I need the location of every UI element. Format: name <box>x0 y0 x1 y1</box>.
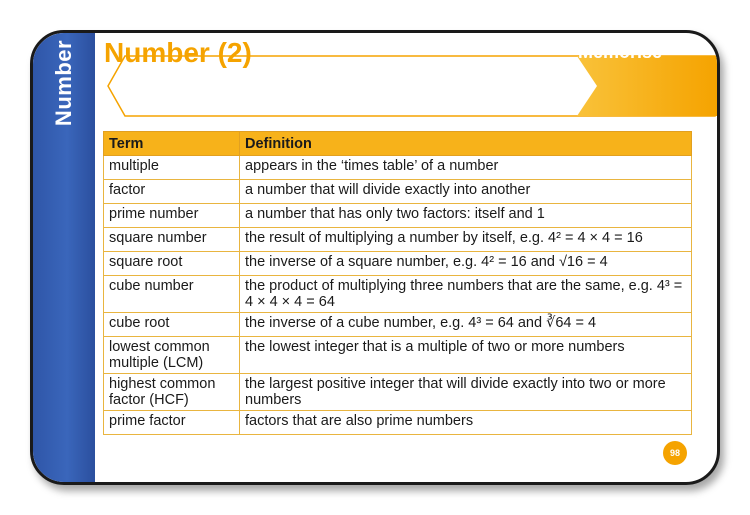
page-number-badge: 98 <box>663 441 687 465</box>
definition-cell: factors that are also prime numbers <box>240 411 692 435</box>
term-cell: factor <box>104 180 240 204</box>
table-row <box>104 276 692 313</box>
memorise-badge: Memorise <box>577 42 663 62</box>
side-band-label: Number <box>51 39 76 127</box>
table-row <box>104 180 692 204</box>
table-row <box>104 313 692 337</box>
term-cell: lowest common multiple (LCM) <box>104 337 240 374</box>
definition-cell: the result of multiplying a number by itself, e.g. 4² = 4 × 4 = 16 <box>240 228 692 252</box>
header-term: Term <box>104 132 240 156</box>
definition-cell: a number that will divide exactly into another <box>240 180 692 204</box>
term-cell: cube root <box>104 313 240 337</box>
term-cell: multiple <box>104 156 240 180</box>
table-row <box>104 374 692 411</box>
table-row <box>104 252 692 276</box>
table-row <box>104 411 692 435</box>
definition-cell: the lowest integer that is a multiple of two or more numbers <box>240 337 692 374</box>
table-row <box>104 228 692 252</box>
term-cell: cube number <box>104 276 240 313</box>
table-row <box>104 337 692 374</box>
terms-table <box>103 131 692 435</box>
term-cell: square number <box>104 228 240 252</box>
table-header-row <box>104 132 692 156</box>
table-row <box>104 156 692 180</box>
page-title: Number (2) <box>104 37 252 68</box>
term-cell: square root <box>104 252 240 276</box>
definition-cell: a number that has only two factors: itself and 1 <box>240 204 692 228</box>
side-band-label-wrap <box>33 33 95 133</box>
term-cell: highest common factor (HCF) <box>104 374 240 411</box>
definition-cell: the largest positive integer that will divide exactly into two or more numbers <box>240 374 692 411</box>
definition-cell: the inverse of a square number, e.g. 4² = 16 and √16 = 4 <box>240 252 692 276</box>
header-definition: Definition <box>240 132 692 156</box>
definition-cell: the inverse of a cube number, e.g. 4³ = 64 and ∛64 = 4 <box>240 313 692 337</box>
term-cell: prime factor <box>104 411 240 435</box>
definition-cell: appears in the ‘times table’ of a number <box>240 156 692 180</box>
table-row <box>104 204 692 228</box>
definition-cell: the product of multiplying three numbers that are the same, e.g. 4³ = 4 × 4 × 4 = 64 <box>240 276 692 313</box>
term-cell: prime number <box>104 204 240 228</box>
side-band <box>33 33 95 482</box>
